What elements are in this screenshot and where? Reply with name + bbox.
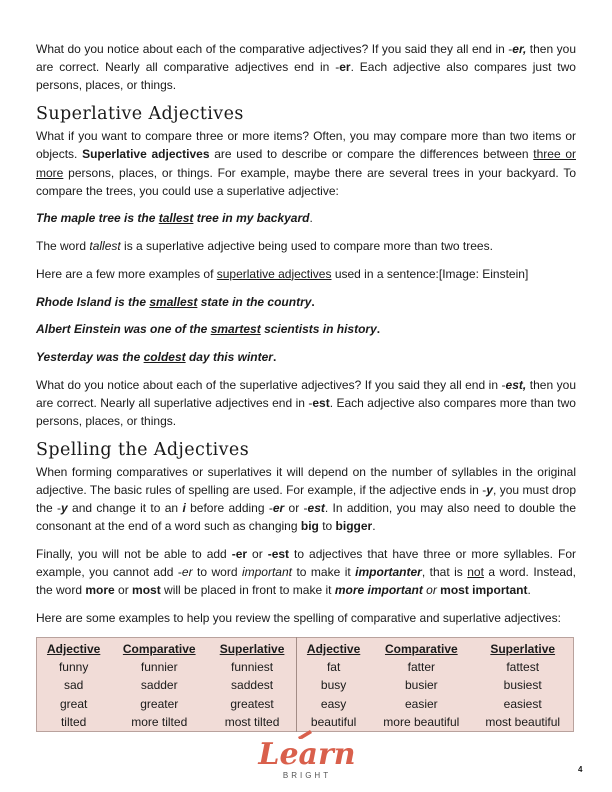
table-cell: sad	[63, 678, 84, 693]
table-cell: most beautiful	[485, 715, 561, 730]
logo-subtitle: BRIGHT	[282, 771, 332, 780]
table-cell: busy	[296, 676, 370, 694]
table-cell: greater	[140, 696, 179, 711]
table-header: Adjective	[46, 641, 101, 656]
table-cell: greatest	[230, 696, 274, 711]
table-row	[37, 695, 574, 713]
superlative-summary-paragraph: What do you notice about each of the superlative adjectives? If you said they all end in -est, then you are correct. Nearly all superlative adjectives end in -est. Each adjective also compares more than two persons, places, or things.	[36, 377, 576, 429]
page-number: 4	[578, 765, 583, 774]
table-cell: more beautiful	[383, 715, 460, 730]
table-cell: busier	[404, 678, 438, 693]
example-sentence-smallest: Rhode Island is the smallest state in the country.	[36, 294, 315, 309]
table-cell: tilted	[60, 715, 87, 730]
table-header: Superlative	[490, 641, 556, 656]
table-cell: beautiful	[296, 713, 370, 732]
tallest-explanation-paragraph: The word tallest is a superlative adjective being used to compare more than two trees.	[36, 239, 493, 254]
multisyllable-paragraph: Finally, you will not be able to add -er or -est to adjectives that have three or more syllables. For example, you cannot add -er to word important to make it importanter, that is not a word. Instead, the word more or most will be placed in front to make it more important or most important.	[36, 547, 577, 598]
table-header: Comparative	[384, 641, 458, 656]
table-header: Comparative	[122, 641, 196, 656]
adjective-spelling-table	[36, 637, 574, 732]
table-row	[37, 676, 574, 694]
table-cell: easier	[404, 696, 438, 711]
table-cell: funniest	[231, 660, 274, 675]
example-sentence-coldest: Yesterday was the coldest day this winter.	[36, 349, 277, 364]
table-header-row	[37, 637, 574, 658]
document-page	[36, 40, 576, 732]
table-header: Superlative	[219, 641, 285, 656]
table-row	[37, 658, 574, 676]
example-sentence-smartest: Albert Einstein was one of the smartest scientists in history.	[36, 322, 381, 337]
superlative-intro-paragraph: What if you want to compare three or more items? Often, you may compare more than two items or objects. Superlative adjectives are used to describe or compare the differences between three or more persons, places, or things. For example, maybe there are several trees in your backyard. To compare the trees, you could use a superlative adjective:	[36, 129, 576, 198]
table-cell: more tilted	[131, 715, 188, 730]
table-cell: most tilted	[224, 715, 280, 730]
table-cell: fattest	[506, 660, 540, 675]
spelling-rules-paragraph: When forming comparatives or superlatives it will depend on the number of syllables in the original adjective. The basic rules of spelling are used. For example, if the adjective ends in -y, you must drop the -y and change it to an i before adding -er or -est. In addition, you may also need to double the consonant at the end of a word such as changing big to bigger.	[36, 464, 577, 534]
table-cell: fat	[296, 658, 370, 676]
table-cell: funnier	[140, 660, 178, 675]
table-cell: saddest	[231, 678, 274, 693]
spelling-heading: Spelling the Adjectives	[36, 439, 250, 460]
more-examples-paragraph: Here are a few more examples of superlative adjectives used in a sentence:[Image: Einstein]	[36, 266, 529, 281]
table-intro-paragraph: Here are some examples to help you review the spelling of comparative and superlative adjectives:	[36, 611, 561, 626]
table-cell: easiest	[503, 696, 542, 711]
comparative-summary-paragraph: What do you notice about each of the comparative adjectives? If you said they all end in -er, then you are correct. Nearly all comparative adjectives end in -er. Each adjective also compares just two persons, places, or things.	[36, 42, 576, 93]
superlative-heading: Superlative Adjectives	[36, 104, 244, 125]
table-cell: funny	[58, 660, 89, 675]
logo-word: Learn	[258, 737, 356, 772]
table-cell: busiest	[503, 678, 542, 693]
table-cell: easy	[296, 695, 370, 713]
table-cell: great	[59, 696, 88, 711]
table-cell: fatter	[407, 660, 435, 675]
learn-bright-logo	[252, 726, 362, 782]
example-sentence-tallest: The maple tree is the tallest tree in my backyard.	[36, 211, 313, 226]
table-header: Adjective	[296, 637, 370, 658]
table-cell: sadder	[140, 678, 178, 693]
